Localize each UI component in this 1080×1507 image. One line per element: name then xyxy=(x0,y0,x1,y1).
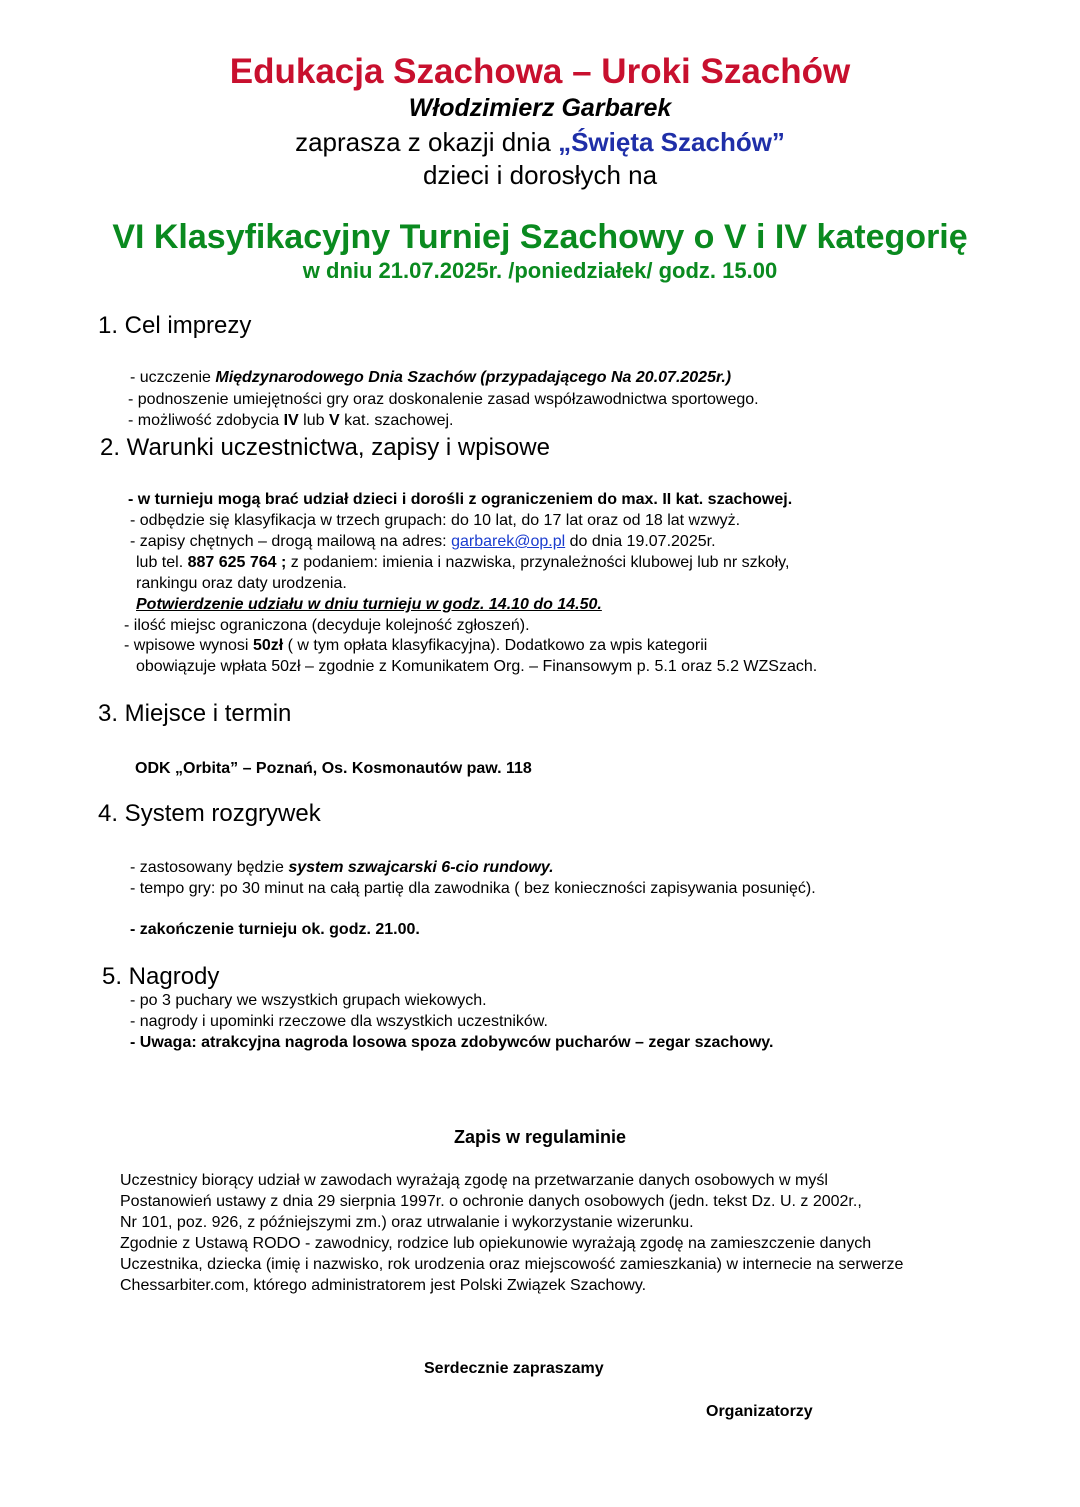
line-emphasis: system szwajcarski 6-cio rundowy. xyxy=(288,859,554,876)
regulations-line: Chessarbiter.com, którego administratorem jest Polski Związek Szachowy. xyxy=(120,1277,647,1294)
section-4-line-1 xyxy=(130,859,554,877)
line-text: - uczczenie xyxy=(130,369,216,386)
email-link[interactable]: garbarek@op.pl xyxy=(451,533,566,550)
section-1-heading: 1. Cel imprezy xyxy=(98,312,252,339)
category-v: V xyxy=(328,412,340,429)
closing-greeting: Serdecznie zapraszamy xyxy=(424,1360,604,1377)
phone-number: 887 625 764 ; xyxy=(187,554,287,571)
line-text: lub tel. xyxy=(136,554,188,571)
section-1-line-1 xyxy=(130,369,731,387)
section-5-heading: 5. Nagrody xyxy=(102,963,220,990)
section-2-line-4 xyxy=(136,554,789,572)
section-2-line-9: obowiązuje wpłata 50zł – zgodnie z Komunikatem Org. – Finansowym p. 5.1 oraz 5.2 WZSzach. xyxy=(136,658,818,675)
confirmation-notice: Potwierdzenie udziału w dniu turnieju w godz. 14.10 do 14.50. xyxy=(136,596,602,613)
holiday-name: „Święta Szachów” xyxy=(558,127,785,157)
section-4-line-2: - tempo gry: po 30 minut na całą partię dla zawodnika ( bez konieczności zapisywania posunięć). xyxy=(130,880,816,897)
section-2-line-5: rankingu oraz daty urodzenia. xyxy=(136,575,347,592)
section-5-line-3: - Uwaga: atrakcyjna nagroda losowa spoza zdobywców pucharów – zegar szachowy. xyxy=(130,1034,774,1051)
invitation-text: zaprasza z okazji dnia xyxy=(295,127,559,157)
document-title: Edukacja Szachowa – Uroki Szachów xyxy=(229,52,851,91)
regulations-heading: Zapis w regulaminie xyxy=(453,1127,627,1147)
line-text: do dnia 19.07.2025r. xyxy=(565,533,716,550)
category-iv: IV xyxy=(283,412,299,429)
line-text: lub xyxy=(298,412,329,429)
section-4-heading: 4. System rozgrywek xyxy=(98,800,321,827)
line-text: ( w tym opłata klasyfikacyjna). Dodatkowo za wpis kategorii xyxy=(283,637,708,654)
invitation-line xyxy=(0,127,1080,158)
line-text: z podaniem: imienia i nazwiska, przynależności klubowej lub nr szkoły, xyxy=(286,554,790,571)
section-2-line-1: - w turnieju mogą brać udział dzieci i dorośli z ograniczeniem do max. II kat. szachowej. xyxy=(128,491,793,508)
line-emphasis: Międzynarodowego Dnia Szachów (przypadającego Na 20.07.2025r.) xyxy=(215,369,732,386)
section-2-line-7: - ilość miejsc ograniczona (decyduje kolejność zgłoszeń). xyxy=(124,617,530,634)
section-5-line-1: - po 3 puchary we wszystkich grupach wiekowych. xyxy=(130,992,487,1009)
event-date: w dniu 21.07.2025r. /poniedziałek/ godz. 15.00 xyxy=(302,258,778,283)
line-text: - zapisy chętnych – drogą mailową na adres: xyxy=(130,533,452,550)
organizer-name: Włodzimierz Garbarek xyxy=(408,94,672,122)
line-text: - wpisowe wynosi xyxy=(124,637,253,654)
entry-fee: 50zł xyxy=(252,637,284,654)
signature: Organizatorzy xyxy=(706,1403,813,1420)
regulations-line: Postanowień ustawy z dnia 29 sierpnia 1997r. o ochronie danych osobowych (jedn. tekst Dz. U. z 2002r., xyxy=(120,1193,862,1210)
section-1-line-3 xyxy=(128,412,453,430)
section-2-line-3 xyxy=(130,533,716,551)
line-text: kat. szachowej. xyxy=(339,412,454,429)
section-2-line-8 xyxy=(124,637,707,655)
event-title: VI Klasyfikacyjny Turniej Szachowy o V i IV kategorię xyxy=(112,218,968,256)
section-3-heading: 3. Miejsce i termin xyxy=(98,700,292,727)
tournament-end-time: - zakończenie turnieju ok. godz. 21.00. xyxy=(130,921,420,938)
audience-line: dzieci i dorosłych na xyxy=(422,160,658,190)
section-5-line-2: - nagrody i upominki rzeczowe dla wszystkich uczestników. xyxy=(130,1013,548,1030)
line-text: - zastosowany będzie xyxy=(130,859,289,876)
section-1-line-2: - podnoszenie umiejętności gry oraz doskonalenie zasad współzawodnictwa sportowego. xyxy=(128,391,759,408)
venue-address: ODK „Orbita” – Poznań, Os. Kosmonautów paw. 118 xyxy=(135,760,532,777)
regulations-line: Uczestnicy biorący udział w zawodach wyrażają zgodę na przetwarzanie danych osobowych w myśl xyxy=(120,1172,828,1189)
regulations-line: Nr 101, poz. 926, z późniejszymi zm.) oraz utrwalanie i wykorzystanie wizerunku. xyxy=(120,1214,694,1231)
regulations-line: Zgodnie z Ustawą RODO - zawodnicy, rodzice lub opiekunowie wyrażają zgodę na zamieszczenie danych xyxy=(120,1235,872,1252)
regulations-line: Uczestnika, dziecka (imię i nazwisko, rok urodzenia oraz miejscowość zamieszkania) w internecie na serwerze xyxy=(120,1256,904,1273)
line-text: - możliwość zdobycia xyxy=(128,412,284,429)
section-2-heading: 2. Warunki uczestnictwa, zapisy i wpisowe xyxy=(100,434,550,461)
section-2-line-2: - odbędzie się klasyfikacja w trzech grupach: do 10 lat, do 17 lat oraz od 18 lat wzwyż. xyxy=(130,512,741,529)
